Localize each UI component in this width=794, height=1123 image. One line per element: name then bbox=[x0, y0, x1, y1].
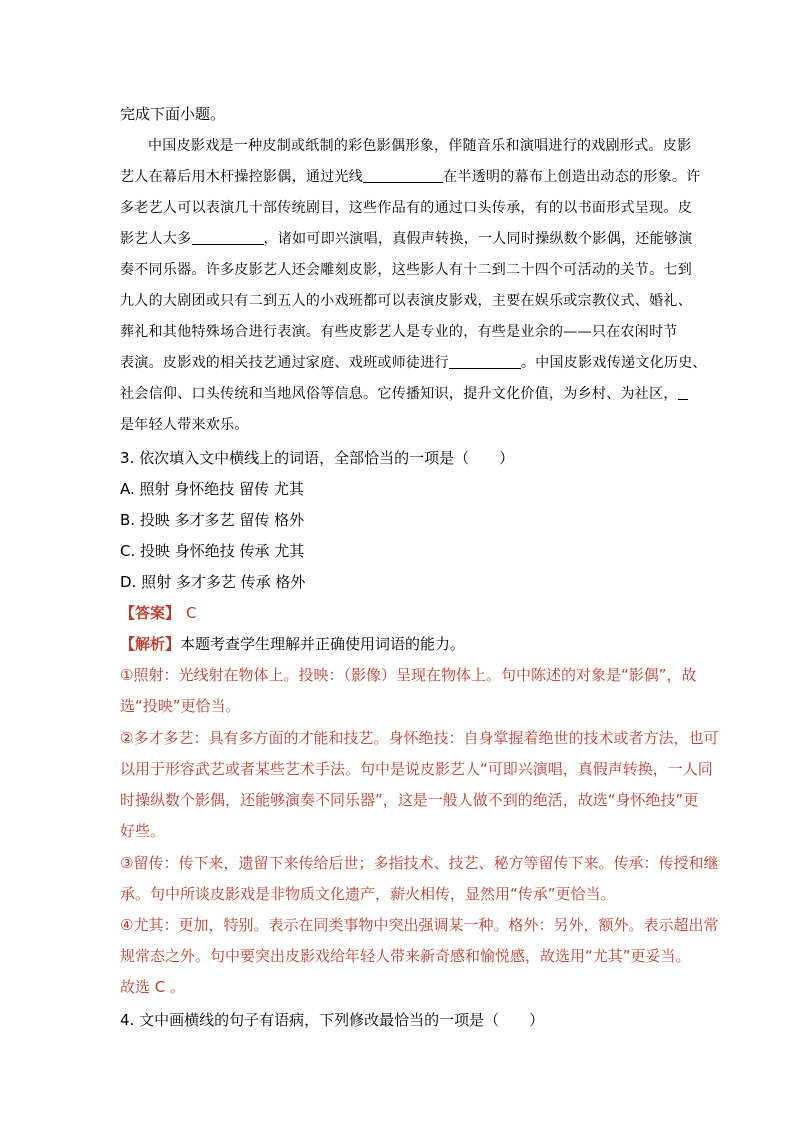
passage-line-9: 社会信仰、口头传统和当地风俗等信息。它传播知识，提升文化价值，为乡村、为社区， bbox=[120, 383, 688, 403]
analysis-line: 规常态之外。句中要突出皮影戏给年轻人带来新奇感和愉悦感，故选用“尤其”更妥当。 bbox=[120, 947, 691, 965]
answer-line bbox=[120, 602, 197, 623]
option-d: D. 照射 多才多艺 传承 格外 bbox=[120, 573, 306, 591]
analysis-line: 以用于形容武艺或者某些艺术手法。句中是说皮影艺人“可即兴演唱，真假声转换，一人同 bbox=[120, 760, 713, 778]
option-c: C. 投映 身怀绝技 传承 尤其 bbox=[120, 542, 305, 560]
passage-line-1: 中国皮影戏是一种皮制或纸制的彩色影偶形象，伴随音乐和演唱进行的戏剧形式。皮影 bbox=[148, 138, 692, 154]
option-a: A. 照射 身怀绝技 留传 尤其 bbox=[120, 480, 304, 498]
blank-3 bbox=[449, 354, 521, 369]
analysis-line: 选“投映”更恰当。 bbox=[120, 697, 241, 715]
analysis-line: 好些。 bbox=[120, 822, 166, 840]
passage-line-2: 艺人在幕后用木杆操控影偶，通过光线 在半透明的幕布上创造出动态的形象。许 bbox=[120, 169, 701, 185]
intro-text: 完成下面小题。 bbox=[120, 105, 226, 123]
passage-line-10: 是年轻人带来欢乐。 bbox=[120, 417, 249, 433]
passage-line-6: 九人的大剧团或只有二到五人的小戏班都可以表演皮影戏，主要在娱乐或宗教仪式、婚礼、 bbox=[120, 293, 692, 309]
blank-1 bbox=[363, 168, 443, 183]
analysis-line: ③留传：传下来，遗留下来传给后世；多指技术、技艺、秘方等留传下来。传承：传授和继 bbox=[120, 854, 719, 872]
option-b: B. 投映 多才多艺 留传 格外 bbox=[120, 511, 305, 529]
analysis-label: 【解析】 bbox=[120, 635, 181, 653]
analysis-line: ④尤其：更加，特别。表示在同类事物中突出强调某一种。格外：另外，额外。表示超出常 bbox=[120, 916, 719, 934]
blank-4 bbox=[678, 385, 688, 400]
analysis-line: 承。句中所谈皮影戏是非物质文化遗产，薪火相传，显然用“传承”更恰当。 bbox=[120, 885, 616, 903]
analysis-intro-line bbox=[120, 633, 465, 654]
answer-label: 【答案】 bbox=[120, 604, 181, 622]
question-3-stem: 3. 依次填入文中横线上的词语，全部恰当的一项是（ ） bbox=[120, 449, 515, 467]
analysis-line: ①照射：光线射在物体上。投映：（影像）呈现在物体上。句中陈述的对象是“影偶”，故 bbox=[120, 666, 697, 684]
question-4-stem: 4. 文中画横线的句子有语病，下列修改最恰当的一项是（ ） bbox=[120, 1011, 545, 1029]
analysis-line: 故选 C 。 bbox=[120, 978, 186, 996]
analysis-line: 时操纵数个影偶，还能够演奏不同乐器”，这是一般人做不到的绝活，故选“身怀绝技”更 bbox=[120, 791, 699, 809]
blank-2 bbox=[192, 230, 264, 245]
analysis-intro: 本题考查学生理解并正确使用词语的能力。 bbox=[180, 635, 466, 653]
passage-line-5: 奏不同乐器。许多皮影艺人还会雕刻皮影，这些影人有十二到二十四个可活动的关节。七到 bbox=[120, 262, 692, 278]
passage-line-4: 影艺人大多 ，诸如可即兴演唱，真假声转换，一人同时操纵数个影偶，还能够演 bbox=[120, 231, 693, 247]
answer-value: C bbox=[186, 604, 197, 622]
passage-line-8: 表演。皮影戏的相关技艺通过家庭、戏班或师徒进行 。中国皮影戏传递文化历史、 bbox=[120, 355, 707, 371]
passage-line-7: 葬礼和其他特殊场合进行表演。有些皮影艺人是专业的，有些是业余的——只在农闲时节 bbox=[120, 324, 678, 340]
analysis-line: ②多才多艺：具有多方面的才能和技艺。身怀绝技：自身掌握着绝世的技术或者方法，也可 bbox=[120, 729, 719, 747]
passage-line-3: 多老艺人可以表演几十部传统剧目，这些作品有的通过口头传承，有的以书面形式呈现。皮 bbox=[120, 200, 692, 216]
